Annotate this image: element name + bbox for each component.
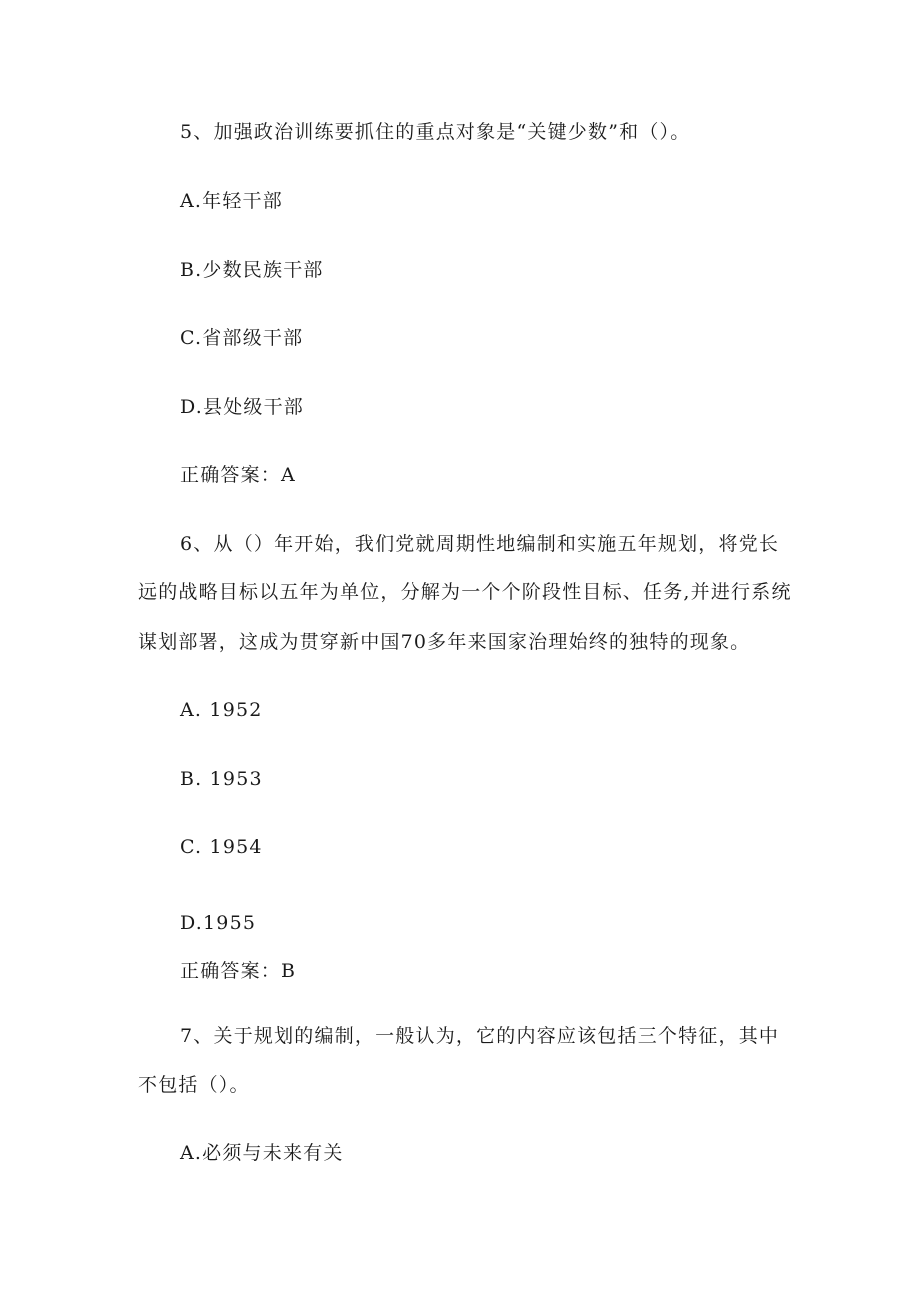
question-7-stem-line-1: 7、关于规划的编制，一般认为，它的内容应该包括三个特征，其中 [180,1025,780,1047]
question-6-stem-line-1: 6、从（）年开始，我们党就周期性地编制和实施五年规划，将党长 [180,533,780,555]
question-6-option-c: C. 1954 [180,836,263,858]
question-5-option-a: A.年轻干部 [180,190,283,212]
question-6-answer: 正确答案：B [180,960,297,982]
question-6-stem-line-3: 谋划部署，这成为贯穿新中国70多年来国家治理始终的独特的现象。 [138,631,751,653]
question-5-answer: 正确答案：A [180,464,296,486]
question-5-option-b: B.少数民族干部 [180,259,324,281]
question-5-stem-line-1: 5、加强政治训练要抓住的重点对象是“关键少数”和（）。 [180,121,691,143]
question-5-option-d: D.县处级干部 [180,396,304,418]
question-6-option-b: B. 1953 [180,768,263,790]
question-6-option-d: D.1955 [180,912,257,934]
question-5-option-c: C.省部级干部 [180,327,304,349]
question-6-option-a: A. 1952 [180,699,263,721]
question-7-option-a: A.必须与未来有关 [180,1142,344,1164]
question-6-stem-line-2: 远的战略目标以五年为单位，分解为一个个阶段性目标、任务,并进行系统 [138,581,792,603]
question-7-stem-line-2: 不包括（）。 [138,1074,250,1096]
